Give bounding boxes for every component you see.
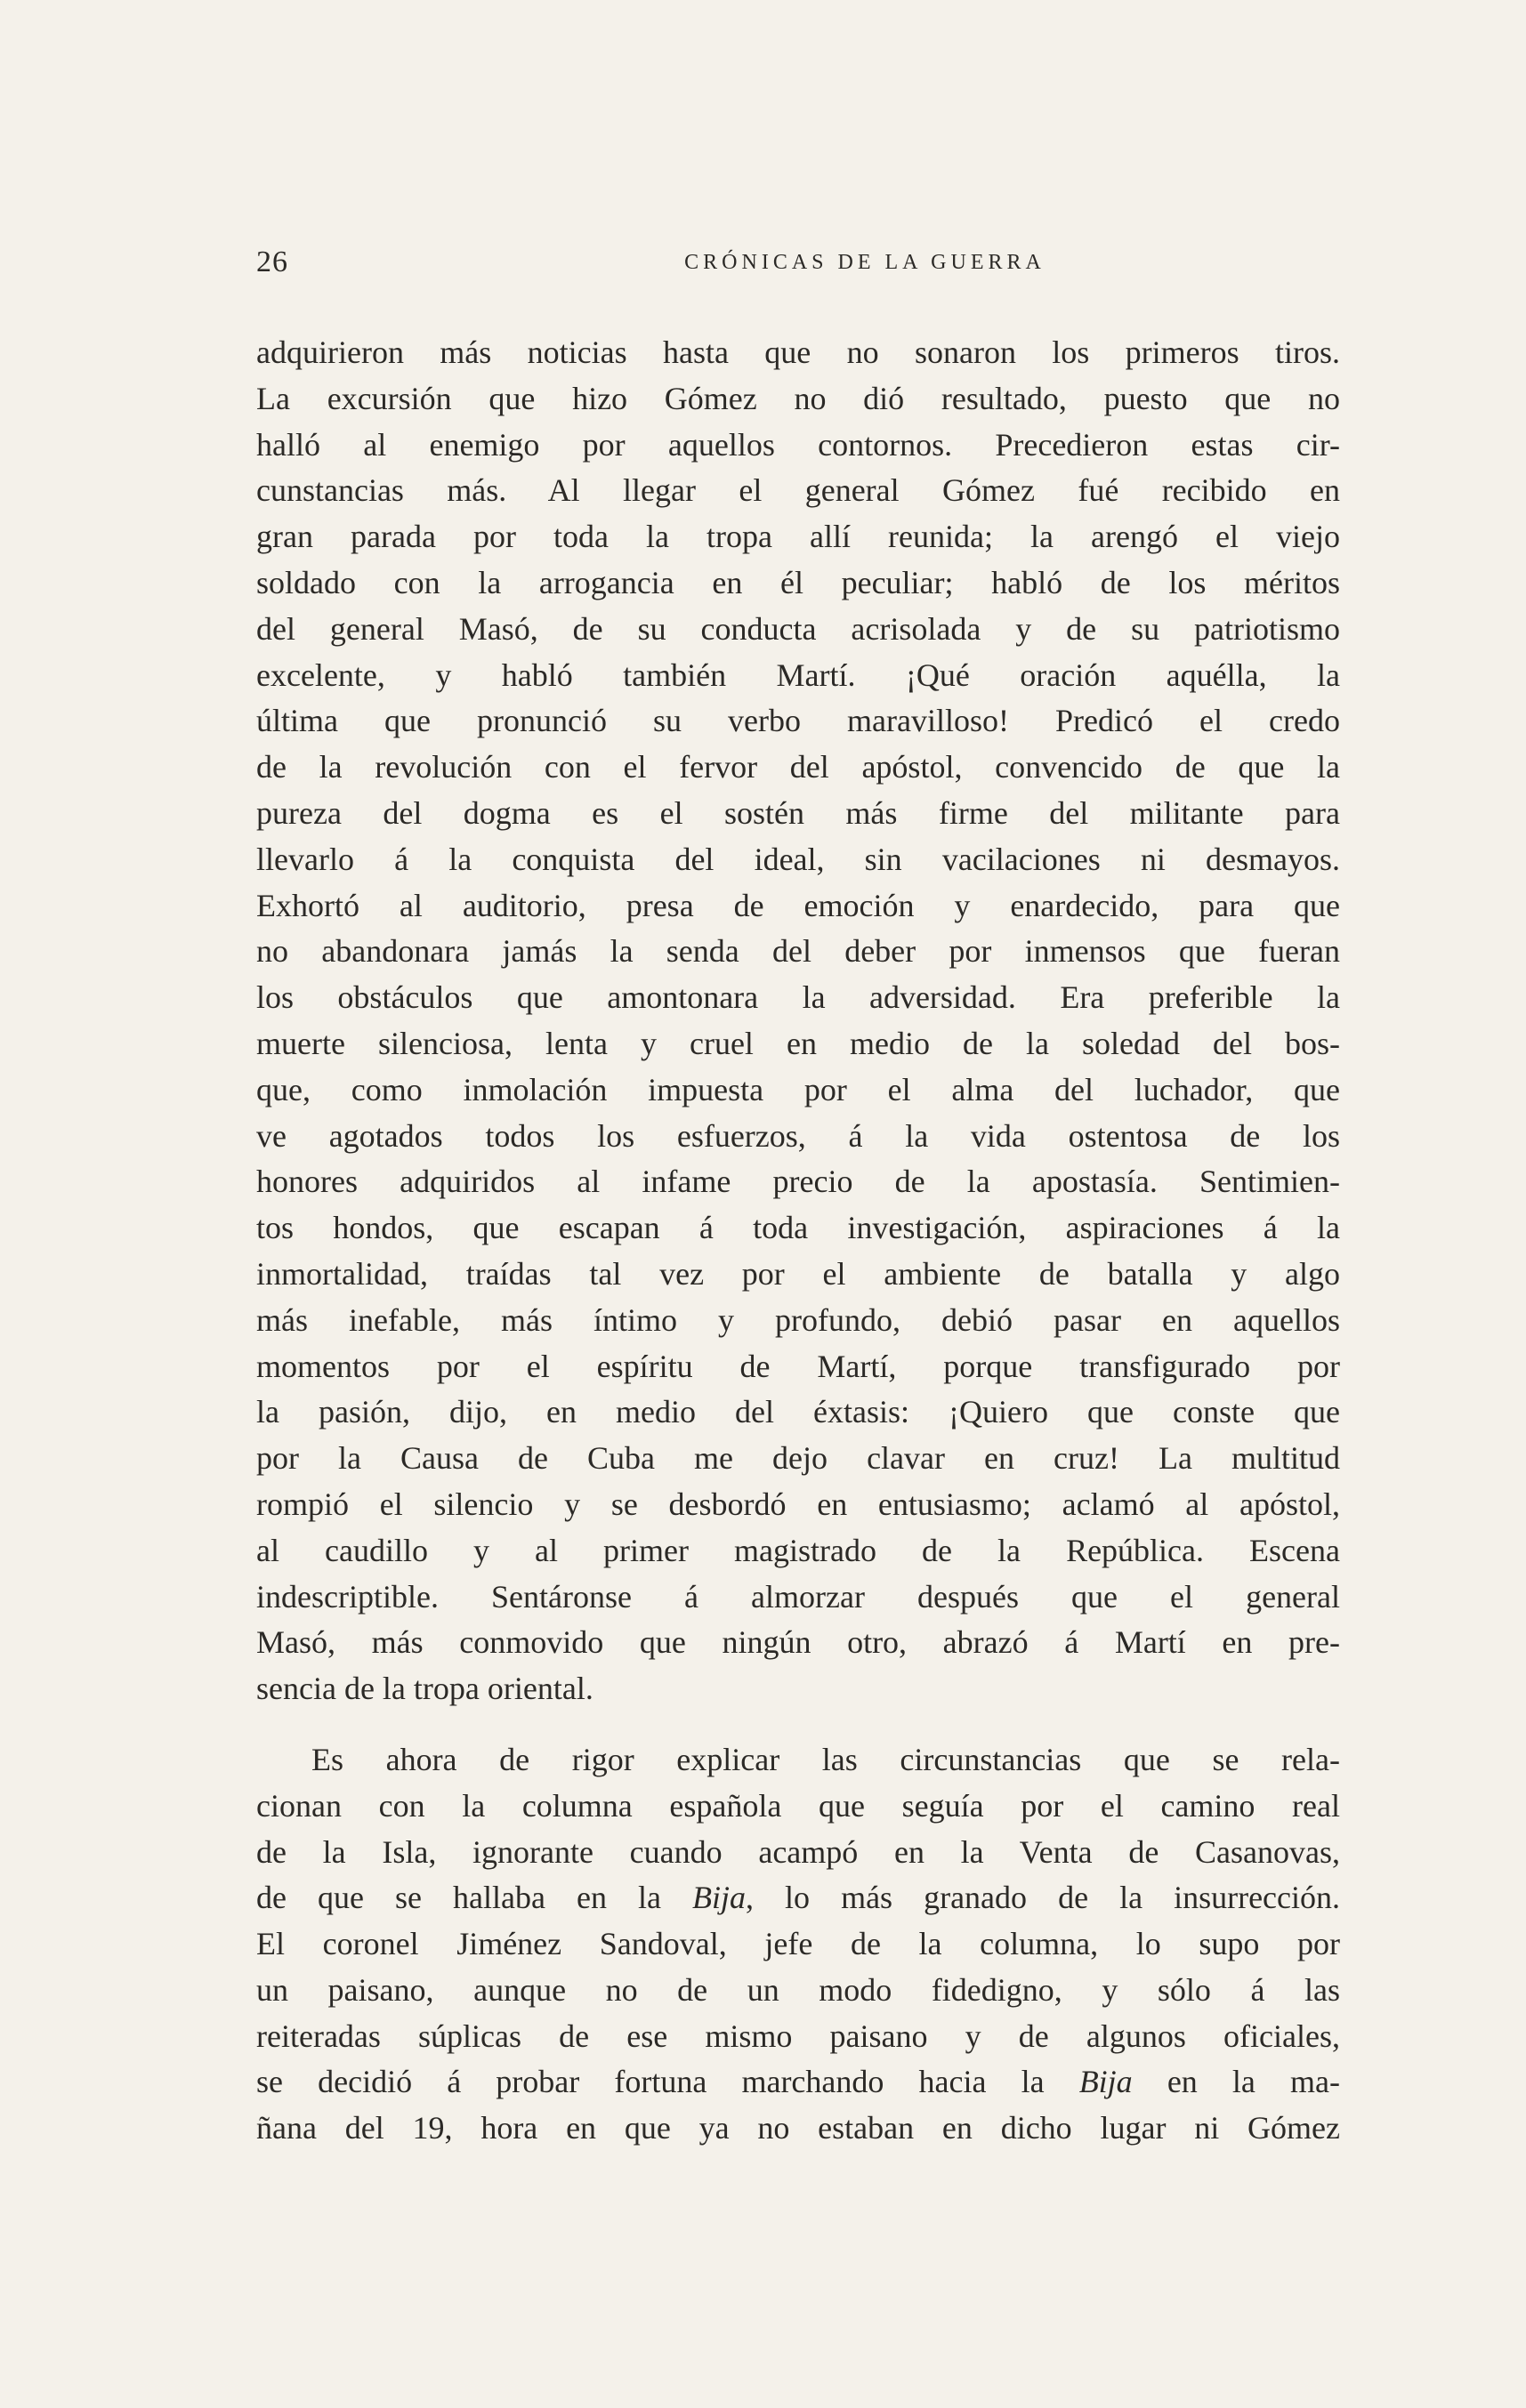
text-line: la pasión, dijo, en medio del éxtasis: ¡Quiero que conste que [256,1394,1340,1430]
text-line: de la revolución con el fervor del apóstol, convencido de que la [256,749,1340,785]
text-line: La excursión que hizo Gómez no dió resultado, puesto que no [256,380,1340,416]
text-line: indescriptible. Sentáronse á almorzar después que el general [256,1578,1340,1615]
text-line [256,2059,1340,2106]
page-number: 26 [256,246,288,278]
text-line: inmortalidad, traídas tal vez por el ambiente de batalla y algo [256,1255,1340,1292]
text-run: ñana del 19, hora en que ya no estaban en dicho lugar ni Gómez [256,2110,1340,2146]
text-run: El coronel Jiménez Sandoval, jefe de la columna, lo supo por [256,1926,1340,1962]
text-run: , lo más granado de la insurrección. [746,1880,1341,1916]
text-line: Exhortó al auditorio, presa de emoción y enardecido, para que [256,887,1340,923]
text-line: adquirieron más noticias hasta que no sonaron los primeros tiros. [256,334,1340,370]
text-line [256,1830,1340,1876]
text-run: en la ma- [1132,2064,1340,2100]
text-line [256,2106,1340,2152]
text-line [256,1968,1340,2014]
text-run: de la Isla, ignorante cuando acampó en la Venta de Casanovas, [256,1833,1340,1870]
text-line [256,2014,1340,2060]
text-line: momentos por el espíritu de Martí, porque transfigurado por [256,1348,1340,1384]
text-line: del general Masó, de su conducta acrisolada y de su patriotismo [256,610,1340,647]
text-line: rompió el silencio y se desbordó en entusiasmo; aclamó al apóstol, [256,1486,1340,1522]
text-run: de que se hallaba en la [256,1880,693,1916]
text-line [256,1784,1340,1830]
text-run: un paisano, aunque no de un modo fidedigno, y sólo á las [256,1971,1340,2008]
text-line: honores adquiridos al infame precio de la apostasía. Sentimien- [256,1164,1340,1200]
text-line: llevarlo á la conquista del ideal, sin vacilaciones ni desmayos. [256,841,1340,877]
paragraph-gap [256,1712,1340,1737]
text-line: no abandonara jamás la senda del deber por inmensos que fueran [256,933,1340,970]
text-line: soldado con la arrogancia en él peculiar; habló de los méritos [256,564,1340,600]
text-line: que, como inmolación impuesta por el alma del luchador, que [256,1071,1340,1107]
text-line: sencia de la tropa oriental. [256,1671,593,1707]
text-run: se decidió á probar fortuna marchando hacia la [256,2064,1079,2100]
text-line: gran parada por toda la tropa allí reunida; la arengó el viejo [256,519,1340,555]
paragraph-2 [256,1737,1340,2152]
italic-place-name: Bija [692,1880,747,1916]
body-text [256,330,1340,2152]
text-line [256,1921,1340,1968]
text-line [256,1737,1340,1784]
text-line: tos hondos, que escapan á toda investigación, aspiraciones á la [256,1210,1340,1246]
text-line: por la Causa de Cuba me dejo clavar en cruz! La multitud [256,1440,1340,1477]
text-line: ve agotados todos los esfuerzos, á la vida ostentosa de los [256,1117,1340,1154]
text-line: los obstáculos que amontonara la adversidad. Era preferible la [256,979,1340,1016]
italic-place-name: Bija [1078,2064,1133,2100]
text-line [256,1875,1340,1921]
text-line: última que pronunció su verbo maravilloso! Predicó el credo [256,703,1340,739]
text-line: halló al enemigo por aquellos contornos. Precedieron estas cir- [256,426,1340,463]
text-run: reiteradas súplicas de ese mismo paisano y de algunos oficiales, [256,2017,1340,2054]
running-head [256,246,1340,281]
paragraph-1 [256,330,1340,1712]
text-line: al caudillo y al primer magistrado de la República. Escena [256,1532,1340,1568]
text-run: cionan con la columna española que seguía por el camino real [256,1787,1340,1824]
text-line: más inefable, más íntimo y profundo, debió pasar en aquellos [256,1301,1340,1338]
text-line: Masó, más conmovido que ningún otro, abrazó á Martí en pre- [256,1624,1340,1661]
text-line: excelente, y habló también Martí. ¡Qué oración aquélla, la [256,656,1340,693]
text-line: cunstancias más. Al llegar el general Gómez fué recibido en [256,472,1340,509]
text-line: pureza del dogma es el sostén más firme del militante para [256,794,1340,831]
running-title: CRÓNICAS DE LA GUERRA [684,251,1046,274]
text-line: muerte silenciosa, lenta y cruel en medio de la soledad del bos- [256,1025,1340,1061]
text-run: Es ahora de rigor explicar las circunstancias que se rela- [311,1741,1340,1777]
